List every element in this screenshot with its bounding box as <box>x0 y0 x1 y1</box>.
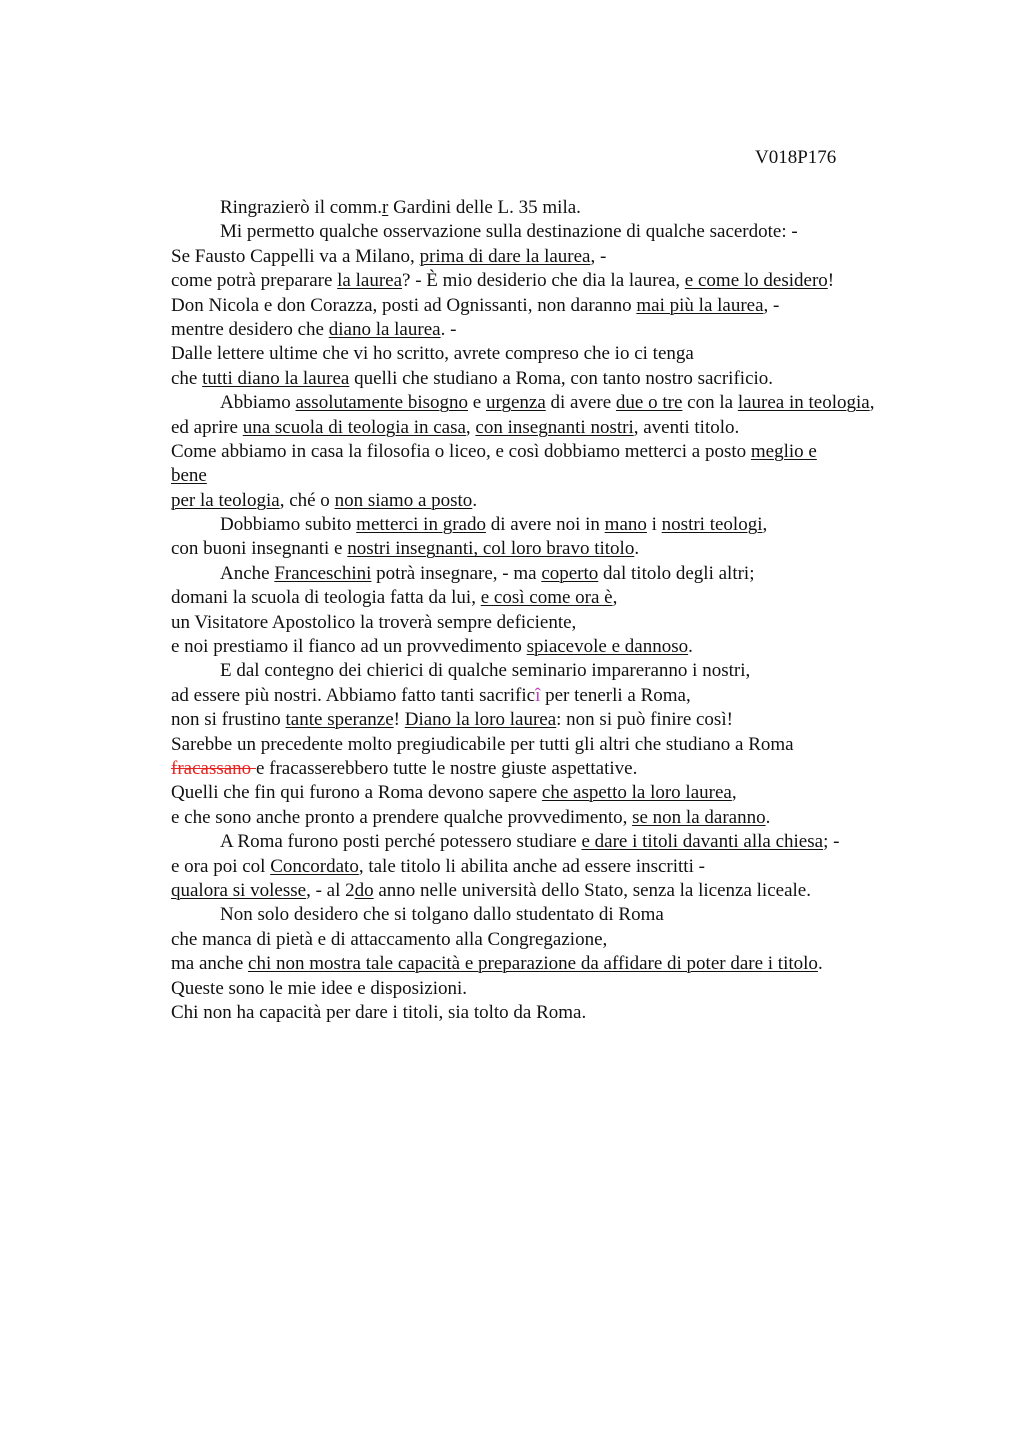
underlined-text: che aspetto la loro laurea <box>541 782 732 804</box>
text-segment: i <box>646 514 662 536</box>
text-segment: che manca di pietà e di attaccamento alla Congregazione, <box>171 928 608 950</box>
underlined-text: assolutamente bisogno <box>295 392 469 414</box>
text-segment: che <box>171 367 203 389</box>
underlined-text: qualora si volesse <box>171 879 307 901</box>
text-line <box>171 684 941 708</box>
text-segment: Se Fausto Cappelli va a Milano, <box>171 245 420 267</box>
text-segment: , <box>762 514 768 536</box>
text-segment: Ringrazierò il comm. <box>220 197 382 218</box>
underlined-text: una scuola di teologia in casa <box>242 416 466 438</box>
text-line <box>171 294 941 318</box>
text-segment: , <box>869 392 875 414</box>
text-line <box>171 537 941 561</box>
underlined-text: mano <box>604 514 647 536</box>
text-line <box>171 659 941 683</box>
underlined-text: diano la laurea <box>328 318 441 340</box>
underlined-text: nostri teologi <box>661 514 763 536</box>
text-line <box>171 708 941 732</box>
text-segment: . - <box>440 318 457 340</box>
text-segment: e <box>468 392 486 414</box>
text-segment: e fracasserebbero tutte le nostre giuste aspettative. <box>255 757 638 779</box>
text-line <box>171 1001 941 1025</box>
page-identifier: V018P176 <box>755 147 837 168</box>
underlined-text: la laurea <box>337 270 403 292</box>
text-segment: quelli che studiano a Roma, con tanto nostro sacrificio. <box>349 367 774 389</box>
underlined-text: con insegnanti nostri <box>475 416 634 438</box>
text-segment: Sarebbe un precedente molto pregiudicabile per tutti gli altri che studiano a Roma <box>171 733 794 755</box>
text-segment: e ora poi col <box>171 855 271 877</box>
underlined-text: r <box>381 197 389 218</box>
text-line <box>171 391 941 415</box>
text-segment: anno nelle università dello Stato, senza la licenza liceale. <box>373 879 811 901</box>
text-line <box>171 586 941 610</box>
letter-body <box>171 196 941 1025</box>
text-segment: per tenerli a Roma, <box>540 684 691 706</box>
text-line <box>171 952 941 976</box>
text-line <box>171 367 941 391</box>
text-segment: Dobbiamo subito <box>220 514 357 536</box>
text-segment: Abbiamo <box>220 392 296 414</box>
text-segment: potrà insegnare, - ma <box>371 562 542 584</box>
underlined-text: due o tre <box>615 392 683 414</box>
text-segment: mentre desidero che <box>171 318 329 340</box>
text-line <box>171 928 941 952</box>
underlined-text: Concordato <box>270 855 359 877</box>
underlined-text: mai più la laurea <box>636 294 764 316</box>
text-segment: con buoni insegnanti e <box>171 538 348 560</box>
underlined-text: nostri insegnanti, col loro bravo titolo <box>347 538 635 560</box>
text-segment: . <box>817 953 823 975</box>
text-segment: Don Nicola e don Corazza, posti ad Ognissanti, non daranno <box>171 294 637 316</box>
underlined-text: e come lo desidero <box>684 270 828 292</box>
text-segment: ! <box>393 709 405 731</box>
underlined-text: tutti diano la laurea <box>202 367 350 389</box>
underlined-text: e così come ora è <box>480 587 613 609</box>
text-line <box>171 416 941 440</box>
text-line <box>171 733 941 757</box>
text-line <box>171 611 941 635</box>
underlined-text: urgenza <box>485 392 546 414</box>
text-segment: , ché o <box>279 489 335 511</box>
text-segment: Queste sono le mie idee e disposizioni. <box>171 977 468 999</box>
text-segment: , aventi titolo. <box>633 416 740 438</box>
text-segment: , <box>731 782 737 804</box>
text-segment: Gardini delle L. 35 mila. <box>388 197 581 218</box>
text-segment: Non solo desidero che si tolgano dallo studentato di Roma <box>220 904 664 926</box>
text-segment: . <box>472 489 478 511</box>
text-segment: ed aprire <box>171 416 243 438</box>
text-segment: di avere noi in <box>485 514 605 536</box>
underlined-text: coperto <box>541 562 599 584</box>
underlined-text: spiacevole e dannoso <box>526 636 689 658</box>
underlined-text: prima di dare la laurea <box>419 245 591 267</box>
underlined-text: chi non mostra tale capacità e preparazione da affidare di poter dare i titolo <box>248 953 818 975</box>
text-segment: dal titolo degli altri; <box>598 562 755 584</box>
inserted-text: î <box>535 684 541 706</box>
underlined-text: metterci in grado <box>356 514 486 536</box>
underlined-text: laurea in teologia <box>737 392 870 414</box>
text-line <box>171 830 941 854</box>
text-line <box>171 977 941 1001</box>
underlined-text: Franceschini <box>274 562 372 584</box>
text-line <box>171 440 941 464</box>
underlined-text: do <box>354 879 374 901</box>
text-segment: E dal contegno dei chierici di qualche seminario impareranno i nostri, <box>220 660 751 682</box>
text-line <box>171 903 941 927</box>
text-line <box>171 513 941 537</box>
text-line <box>171 879 941 903</box>
text-segment: : non si può finire così! <box>556 709 733 731</box>
text-segment: Quelli che fin qui furono a Roma devono sapere <box>171 782 542 804</box>
text-line <box>171 562 941 586</box>
text-segment: non si frustino <box>171 709 286 731</box>
text-segment: Chi non ha capacità per dare i titoli, sia tolto da Roma. <box>171 1001 587 1023</box>
text-segment: , <box>465 416 476 438</box>
text-segment: . <box>765 806 771 828</box>
text-segment: di avere <box>545 392 616 414</box>
underlined-text: meglio e <box>750 440 817 462</box>
underlined-text: Diano la loro laurea <box>404 709 557 731</box>
text-segment: ad essere più nostri. Abbiamo fatto tanti sacrific <box>171 684 536 706</box>
text-segment: con la <box>682 392 738 414</box>
text-line <box>171 196 941 220</box>
text-segment: ma anche <box>171 953 249 975</box>
text-line <box>171 757 941 781</box>
text-segment: , <box>612 587 618 609</box>
text-line <box>171 220 941 244</box>
text-line <box>171 269 941 293</box>
text-segment: ? - È mio desiderio che dia la laurea, <box>402 270 685 292</box>
text-segment: , - <box>763 294 780 316</box>
text-segment: ! <box>827 270 835 292</box>
text-segment: . <box>688 636 693 658</box>
underlined-text: se non la daranno <box>632 806 766 828</box>
text-segment: , - <box>590 245 607 267</box>
underlined-text: tante speranze <box>285 709 394 731</box>
text-segment: Come abbiamo in casa la filosofia o liceo, e così dobbiamo metterci a posto <box>171 440 751 462</box>
text-segment: un Visitatore Apostolico la troverà sempre deficiente, <box>171 611 577 633</box>
text-line <box>171 489 941 513</box>
text-segment: domani la scuola di teologia fatta da lui, <box>171 587 481 609</box>
text-segment: Anche <box>220 562 275 584</box>
underlined-text: bene <box>171 465 207 487</box>
text-segment: , tale titolo li abilita anche ad essere inscritti - <box>358 855 705 877</box>
text-line <box>171 342 941 366</box>
text-segment: come potrà preparare <box>171 270 338 292</box>
text-line <box>171 806 941 830</box>
deleted-text: fracassano <box>171 757 256 779</box>
text-line <box>171 781 941 805</box>
underlined-text: non siamo a posto <box>334 489 473 511</box>
text-line <box>171 464 941 488</box>
text-segment: ; - <box>823 831 840 853</box>
text-line <box>171 855 941 879</box>
text-line <box>171 245 941 269</box>
text-segment: e che sono anche pronto a prendere qualche provvedimento, <box>171 806 633 828</box>
text-segment: e noi prestiamo il fianco ad un provvedimento <box>171 636 527 658</box>
text-segment: , - al 2 <box>306 879 355 901</box>
text-segment: Dalle lettere ultime che vi ho scritto, avrete compreso che io ci tenga <box>171 343 694 365</box>
underlined-text: per la teologia <box>171 489 280 511</box>
text-segment: Mi permetto qualche osservazione sulla destinazione di qualche sacerdote: - <box>220 221 798 243</box>
text-segment: A Roma furono posti perché potessero studiare <box>220 831 582 853</box>
text-line <box>171 318 941 342</box>
text-segment: . <box>634 538 640 560</box>
underlined-text: e dare i titoli davanti alla chiesa <box>581 831 824 853</box>
text-line <box>171 635 941 659</box>
